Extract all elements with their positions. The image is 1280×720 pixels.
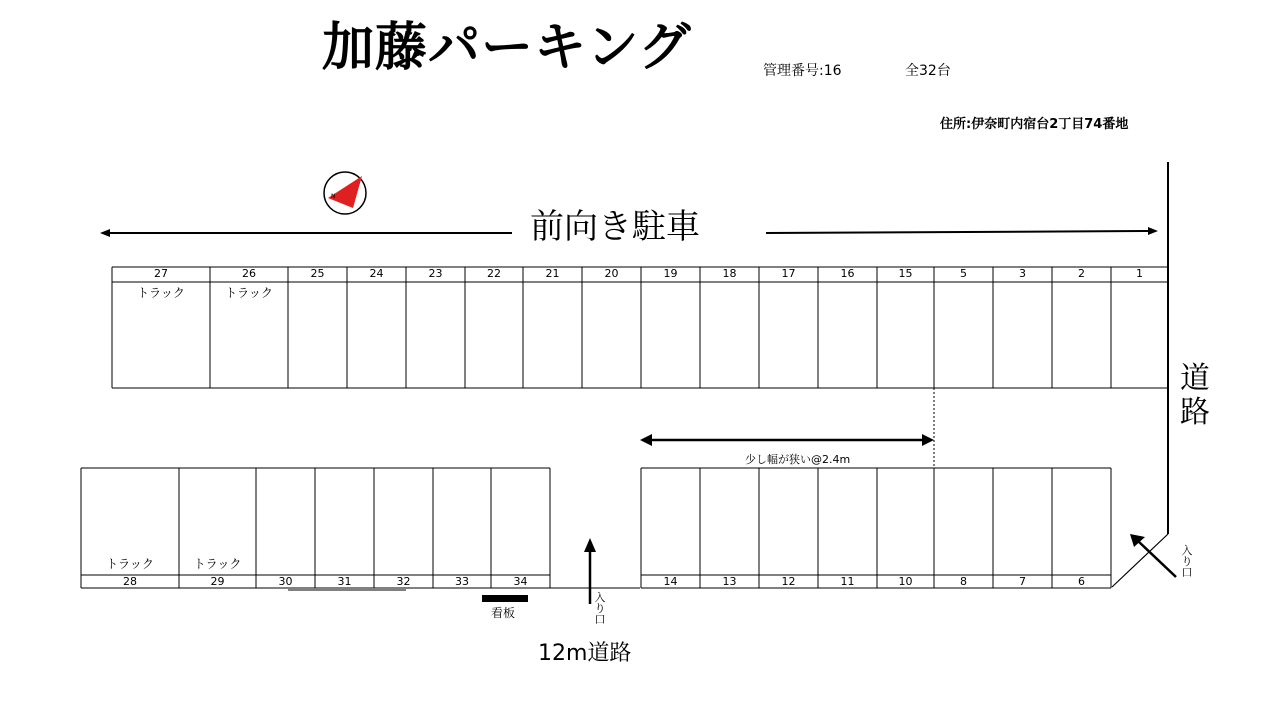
stall-number-17: 17: [781, 267, 796, 280]
parking-stall-19: [641, 267, 700, 388]
stall-number-15: 15: [898, 267, 913, 280]
parking-stall-33: [433, 468, 491, 588]
road-char: 道: [1180, 361, 1210, 396]
signboard-bar: [482, 595, 528, 602]
parking-stall-18: [700, 267, 759, 388]
total-spaces: 全32台: [905, 63, 951, 79]
truck-label: トラック: [193, 557, 242, 571]
parking-stall-10: [877, 468, 934, 588]
stall-number-14: 14: [663, 575, 678, 588]
right-entrance-arrow-icon: [1130, 534, 1176, 577]
parking-stall-32: [374, 468, 433, 588]
parking-stall-30: [256, 468, 315, 588]
stall-number-20: 20: [604, 267, 619, 280]
entrance-label-bottom: [594, 592, 606, 625]
parking-stall-23: [406, 267, 465, 388]
stall-number-10: 10: [898, 575, 913, 588]
parking-stall-20: [582, 267, 641, 388]
parking-stall-24: [347, 267, 406, 388]
parking-stall-31: [315, 468, 374, 588]
parking-stall-6: [1052, 468, 1111, 588]
parking-stall-22: [465, 267, 523, 388]
compass-icon: [324, 172, 366, 214]
stall-number-13: 13: [722, 575, 737, 588]
parking-stall-5: [934, 267, 993, 388]
stall-number-2: 2: [1078, 267, 1085, 280]
stall-number-29: 29: [210, 575, 225, 588]
road-label-bottom: 12m道路: [538, 641, 632, 666]
stall-number-8: 8: [960, 575, 967, 588]
narrow-width-note: 少し幅が狭い@2.4m: [745, 453, 851, 466]
stall-number-1: 1: [1136, 267, 1143, 280]
parking-stall-2: [1052, 267, 1111, 388]
parking-stall-11: [818, 468, 877, 588]
stall-number-21: 21: [545, 267, 560, 280]
page-title: 加藤パーキング: [322, 18, 692, 78]
entrance-char: 口: [1181, 566, 1193, 579]
parking-stall-15: [877, 267, 934, 388]
entrance-char: 口: [594, 613, 606, 626]
parking-stall-7: [993, 468, 1052, 588]
entrance-char: 入: [594, 591, 606, 604]
stall-number-34: 34: [513, 575, 528, 588]
parking-stall-21: [523, 267, 582, 388]
stall-number-23: 23: [428, 267, 443, 280]
stall-number-11: 11: [840, 575, 855, 588]
entrance-label-right: [1181, 545, 1193, 578]
stall-number-33: 33: [455, 575, 469, 588]
stall-number-24: 24: [369, 267, 384, 280]
stall-number-28: 28: [123, 575, 137, 588]
stall-number-3: 3: [1019, 267, 1026, 280]
stall-number-16: 16: [840, 267, 855, 280]
stall-number-22: 22: [487, 267, 501, 280]
stall-number-30: 30: [278, 575, 293, 588]
front-parking-label: 前向き駐車: [530, 207, 700, 247]
narrow-width-arrow: [640, 434, 934, 446]
truck-label: トラック: [225, 286, 273, 300]
stall-number-6: 6: [1078, 575, 1085, 588]
front-parking-arrow-left: [100, 229, 512, 237]
address: 住所:伊奈町内宿台2丁目74番地: [940, 117, 1129, 132]
parking-stall-1: [1111, 267, 1168, 388]
stall-number-12: 12: [781, 575, 796, 588]
parking-stall-8: [934, 468, 993, 588]
parking-stall-16: [818, 267, 877, 388]
truck-label: トラック: [137, 286, 185, 300]
management-number: 管理番号:16: [763, 63, 842, 79]
parking-stall-12: [759, 468, 818, 588]
truck-label: トラック: [106, 557, 154, 571]
stall-number-31: 31: [337, 575, 352, 588]
stall-number-32: 32: [396, 575, 411, 588]
stall-number-27: 27: [154, 267, 168, 280]
signboard-label: 看板: [491, 606, 516, 620]
entrance-char: り: [1181, 555, 1193, 568]
parking-stall-34: [491, 468, 550, 588]
stall-number-7: 7: [1019, 575, 1026, 588]
stall-number-5: 5: [960, 267, 967, 280]
parking-stall-17: [759, 267, 818, 388]
stall-number-26: 26: [242, 267, 256, 280]
parking-stall-14: [641, 468, 700, 588]
parking-stall-13: [700, 468, 759, 588]
parking-stall-25: [288, 267, 347, 388]
road-char: 路: [1180, 395, 1210, 430]
parking-stall-3: [993, 267, 1052, 388]
stall-number-25: 25: [310, 267, 325, 280]
compass-north-mark: N: [331, 193, 336, 200]
stall-number-18: 18: [722, 267, 737, 280]
road-label-right: [1178, 362, 1212, 430]
entrance-char: 入: [1181, 544, 1193, 557]
front-parking-arrow-right: [766, 227, 1158, 235]
stall-number-19: 19: [663, 267, 678, 280]
entrance-char: り: [594, 602, 606, 615]
bottom-right-parking-row: [641, 468, 1111, 588]
